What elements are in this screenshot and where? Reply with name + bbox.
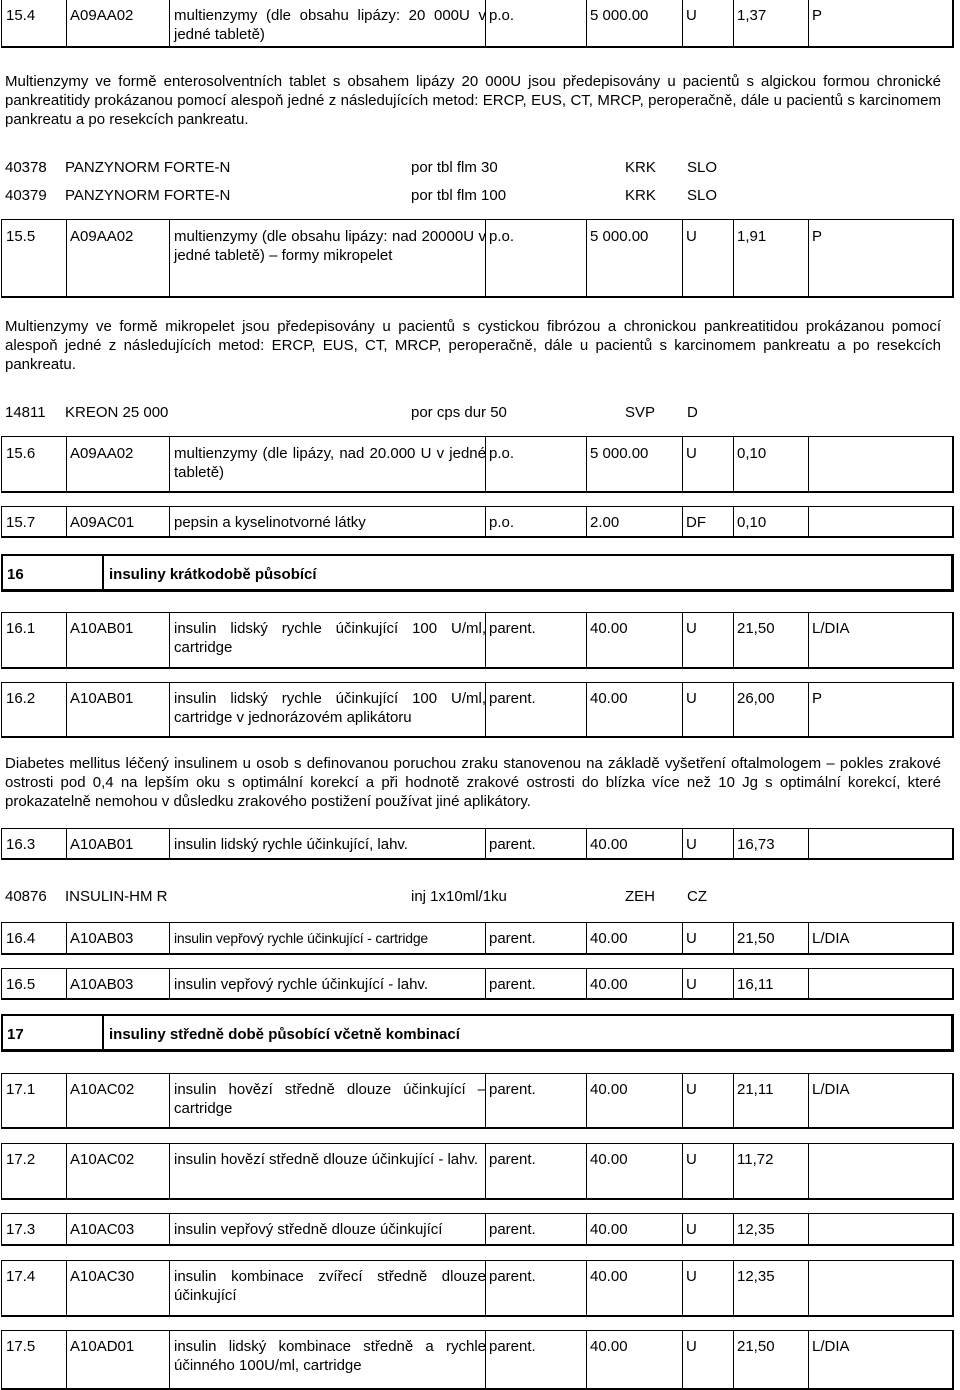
unit: U [686, 1081, 697, 1098]
price: 21,50 [737, 1338, 775, 1355]
unit: U [686, 1221, 697, 1238]
price: 21,11 [737, 1081, 774, 1098]
drug-form: por cps dur 50 [411, 404, 507, 421]
price: 21,50 [737, 930, 775, 947]
drug-name: PANZYNORM FORTE-N [65, 159, 231, 176]
atc-code: A10AB03 [70, 976, 134, 993]
row-number: 16.3 [6, 836, 36, 853]
unit: U [686, 228, 697, 245]
drug-manufacturer: ZEH [625, 888, 655, 905]
row-description: insulin vepřový středně dlouze účinkující [174, 1221, 443, 1238]
group-number: 17 [7, 1026, 24, 1043]
flag: P [812, 228, 823, 245]
table-row [1, 506, 954, 538]
drug-code: 40379 [5, 187, 47, 204]
unit: U [686, 836, 697, 853]
quantity: 2.00 [590, 514, 620, 531]
group-number: 16 [7, 566, 24, 583]
row-description: multienzymy (dle obsahu lipázy: 20 000U v jedné tabletě) [174, 7, 486, 43]
quantity: 40.00 [590, 836, 628, 853]
note-paragraph: Multienzymy ve formě mikropelet jsou předepisovány u pacientů s cystickou fibrózou a chronickou pankreatitidou prokázanou pomocí alespoň jedné z následujících metod: ERCP, EUS, CT, MRCP, peroperačně, dále u pacientů s karcinomem pankreatu a po resekcích pankreatu. [5, 318, 941, 373]
row-number: 16.5 [6, 976, 36, 993]
row-number: 16.1 [6, 620, 36, 637]
row-description: insulin hovězí středně dlouze účinkující – cartridge [174, 1081, 486, 1117]
table-row [1, 1330, 954, 1390]
group-header [1, 1014, 954, 1052]
unit: U [686, 976, 697, 993]
row-number: 15.6 [6, 445, 36, 462]
row-number: 16.2 [6, 690, 36, 707]
quantity: 5 000.00 [590, 445, 649, 462]
flag: L/DIA [812, 930, 850, 947]
drug-country: SLO [687, 187, 718, 204]
unit: U [686, 930, 697, 947]
table-row [1, 1213, 954, 1246]
route: parent. [489, 1151, 536, 1168]
table-row [1, 1073, 954, 1129]
price: 21,50 [737, 620, 775, 637]
quantity: 40.00 [590, 1221, 628, 1238]
table-row [1, 968, 954, 1000]
row-description: insulin hovězí středně dlouze účinkující - lahv. [174, 1151, 479, 1168]
drug-code: 40378 [5, 159, 47, 176]
table-row [1, 922, 954, 955]
atc-code: A10AD01 [70, 1338, 135, 1355]
table-row [1, 682, 954, 738]
atc-code: A10AC02 [70, 1151, 135, 1168]
flag: L/DIA [812, 1338, 850, 1355]
table-row [1, 0, 954, 48]
row-number: 15.5 [6, 228, 36, 245]
drug-manufacturer: KRK [625, 159, 656, 176]
table-row [1, 436, 954, 493]
price: 12,35 [737, 1268, 775, 1285]
drug-form: por tbl flm 30 [411, 159, 498, 176]
atc-code: A10AB01 [70, 690, 134, 707]
row-number: 17.1 [6, 1081, 36, 1098]
unit: DF [686, 514, 706, 531]
row-description: insulin lidský rychle účinkující, lahv. [174, 836, 408, 853]
drug-manufacturer: KRK [625, 187, 656, 204]
price: 16,73 [737, 836, 775, 853]
drug-name: PANZYNORM FORTE-N [65, 187, 231, 204]
atc-code: A10AC03 [70, 1221, 135, 1238]
atc-code: A10AC30 [70, 1268, 135, 1285]
table-row [1, 1143, 954, 1200]
atc-code: A09AA02 [70, 7, 134, 24]
atc-code: A09AA02 [70, 445, 134, 462]
row-description: multienzymy (dle obsahu lipázy: nad 20000U v jedné tabletě) – formy mikropelet [174, 228, 486, 264]
row-number: 17.3 [6, 1221, 36, 1238]
price: 16,11 [737, 976, 774, 993]
route: p.o. [489, 228, 515, 245]
note-paragraph: Diabetes mellitus léčený insulinem u osob s definovanou poruchou zraku stanovenou na základě vyšetření oftalmologem – pokles zrakové ostrosti pod 0,4 na lepším oku s optimální korekcí a při hodnotě zrakové ostrosti do blízka více než 10 Jg s optimální korekcí, které prokazatelně nemohou v důsledku zrakového postižení používat jiné aplikátory. [5, 755, 941, 810]
route: p.o. [489, 7, 515, 24]
table-row [1, 828, 954, 860]
drug-code: 14811 [5, 404, 46, 421]
quantity: 40.00 [590, 690, 628, 707]
row-number: 15.4 [6, 7, 36, 24]
price: 0,10 [737, 445, 767, 462]
quantity: 40.00 [590, 620, 628, 637]
atc-code: A10AC02 [70, 1081, 135, 1098]
drug-name: INSULIN-HM R [65, 888, 168, 905]
drug-country: CZ [687, 888, 707, 905]
drug-name: KREON 25 000 [65, 404, 169, 421]
route: parent. [489, 1221, 536, 1238]
atc-code: A09AA02 [70, 228, 134, 245]
atc-code: A10AB03 [70, 930, 134, 947]
route: p.o. [489, 514, 515, 531]
drug-code: 40876 [5, 888, 47, 905]
row-number: 16.4 [6, 930, 36, 947]
drug-manufacturer: SVP [625, 404, 656, 421]
unit: U [686, 445, 697, 462]
route: parent. [489, 620, 536, 637]
unit: U [686, 1151, 697, 1168]
unit: U [686, 620, 697, 637]
route: parent. [489, 1338, 536, 1355]
group-header [1, 554, 954, 592]
flag: P [812, 690, 823, 707]
route: parent. [489, 836, 536, 853]
unit: U [686, 690, 697, 707]
price: 12,35 [737, 1221, 775, 1238]
price: 0,10 [737, 514, 767, 531]
row-description: insulin vepřový rychle účinkující - cartridge [174, 930, 428, 946]
quantity: 40.00 [590, 1338, 628, 1355]
row-number: 17.5 [6, 1338, 36, 1355]
table-row [1, 219, 954, 298]
route: parent. [489, 1081, 536, 1098]
quantity: 40.00 [590, 1151, 628, 1168]
flag: L/DIA [812, 620, 850, 637]
atc-code: A09AC01 [70, 514, 135, 531]
table-row [1, 612, 954, 669]
row-description: insulin vepřový rychle účinkující - lahv. [174, 976, 428, 993]
row-description: insulin lidský kombinace středně a rychle účinného 100U/ml, cartridge [174, 1338, 486, 1374]
group-title: insuliny krátkodobě působící [109, 566, 317, 583]
atc-code: A10AB01 [70, 620, 134, 637]
route: parent. [489, 976, 536, 993]
route: parent. [489, 1268, 536, 1285]
price: 26,00 [737, 690, 775, 707]
row-number: 15.7 [6, 514, 36, 531]
flag: L/DIA [812, 1081, 850, 1098]
group-title: insuliny středně době působící včetně kombinací [109, 1026, 460, 1043]
route: parent. [489, 930, 536, 947]
drug-form: por tbl flm 100 [411, 187, 507, 204]
quantity: 5 000.00 [590, 228, 649, 245]
row-number: 17.4 [6, 1268, 36, 1285]
route: parent. [489, 690, 536, 707]
quantity: 40.00 [590, 930, 628, 947]
table-row [1, 1260, 954, 1317]
route: p.o. [489, 445, 515, 462]
price: 1,91 [737, 228, 767, 245]
row-description: insulin kombinace zvířecí středně dlouze účinkující [174, 1268, 486, 1304]
quantity: 40.00 [590, 1081, 628, 1098]
unit: U [686, 1338, 697, 1355]
drug-country: D [687, 404, 698, 421]
drug-form: inj 1x10ml/1ku [411, 888, 507, 905]
row-number: 17.2 [6, 1151, 36, 1168]
unit: U [686, 1268, 697, 1285]
unit: U [686, 7, 697, 24]
row-description: insulin lidský rychle účinkující 100 U/ml, cartridge v jednorázovém aplikátoru [174, 690, 486, 726]
row-description: multienzymy (dle lipázy, nad 20.000 U v jedné tabletě) [174, 445, 486, 481]
row-description: pepsin a kyselinotvorné látky [174, 514, 366, 531]
row-description: insulin lidský rychle účinkující 100 U/ml, cartridge [174, 620, 486, 656]
note-paragraph: Multienzymy ve formě enterosolventních tablet s obsahem lipázy 20 000U jsou předepisovány u pacientů s algickou formou chronické pankreatitidy prokázanou pomocí alespoň jedné z následujících metod: ERCP, EUS, CT, MRCP, peroperačně, dále u pacientů s karcinomem pankreatu a po resekcích pankreatu. [5, 73, 941, 128]
quantity: 40.00 [590, 976, 628, 993]
atc-code: A10AB01 [70, 836, 134, 853]
price: 11,72 [737, 1151, 774, 1168]
flag: P [812, 7, 823, 24]
quantity: 40.00 [590, 1268, 628, 1285]
quantity: 5 000.00 [590, 7, 649, 24]
drug-country: SLO [687, 159, 718, 176]
price: 1,37 [737, 7, 767, 24]
